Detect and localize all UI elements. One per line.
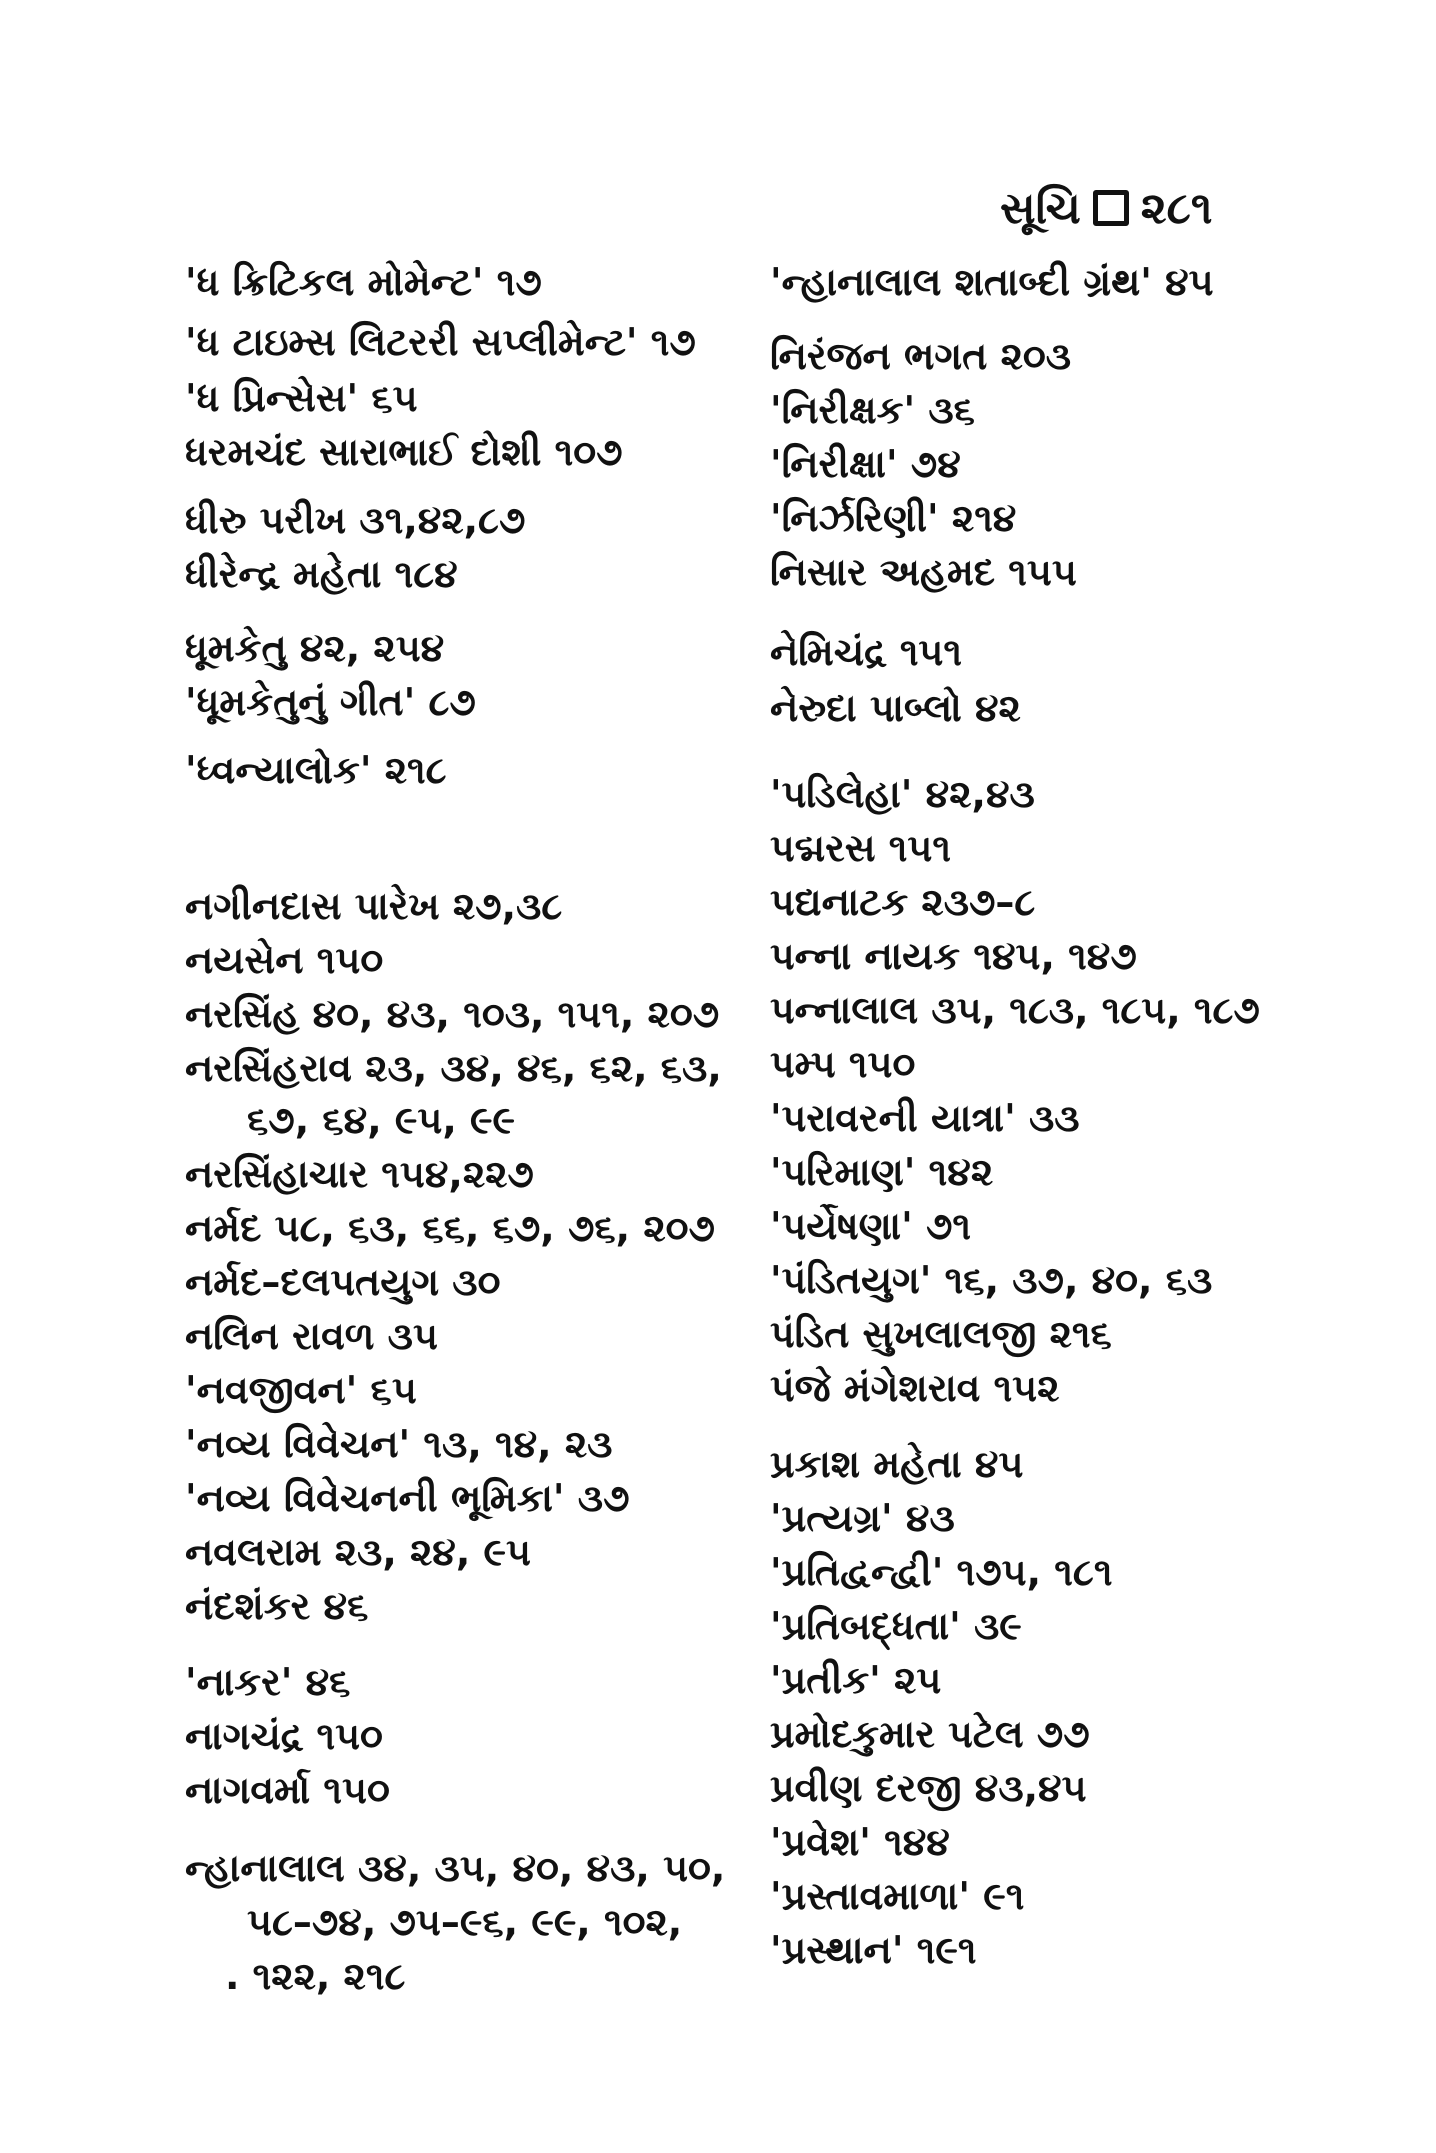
index-entry: નગીનદાસ પારેખ ૨૭,૩૮ — [185, 884, 563, 928]
index-entry: 'પંડિતયુગ' ૧૬, ૩૭, ૪૦, ૬૩ — [770, 1258, 1213, 1302]
index-entry: નેરુદા પાબ્લો ૪૨ — [770, 686, 1021, 730]
index-entry: પ્રમોદકુમાર પટેલ ૭૭ — [770, 1712, 1090, 1756]
index-entry: 'ધ્વન્યાલોક' ૨૧૮ — [185, 748, 447, 792]
page-header — [1000, 178, 1300, 238]
index-entry: નવલરામ ૨૩, ૨૪, ૯૫ — [185, 1530, 531, 1574]
index-entry: પંડિત સુખલાલજી ૨૧૬ — [770, 1312, 1112, 1356]
index-entry: 'નિરીક્ષા' ૭૪ — [770, 442, 961, 486]
index-entry: 'ધૂમકેતુનું ગીત' ૮૭ — [185, 680, 476, 724]
index-entry: 'પ્રસ્થાન' ૧૯૧ — [770, 1928, 977, 1972]
index-entry: 'પ્રતીક' ૨૫ — [770, 1658, 942, 1702]
index-entry: પમ્પ ૧૫૦ — [770, 1042, 916, 1086]
index-entry: નિસાર અહમદ ૧૫૫ — [770, 550, 1077, 594]
index-entry: 'નવ્ય વિવેચન' ૧૩, ૧૪, ૨૩ — [185, 1422, 613, 1466]
index-entry: નરસિંહરાવ ૨૩, ૩૪, ૪૬, ૬૨, ૬૩, — [185, 1046, 722, 1090]
index-entry: ધીરુ પરીખ ૩૧,૪૨,૮૭ — [185, 498, 526, 542]
index-entry: નર્મદ–દલપતયુગ ૩૦ — [185, 1260, 501, 1304]
index-entry: 'નાકર' ૪૬ — [185, 1660, 351, 1704]
index-entry: ધીરેન્દ્ર મહેતા ૧૮૪ — [185, 552, 458, 596]
index-entry: પદ્મરસ ૧૫૧ — [770, 826, 951, 870]
index-entry: નરસિંહ ૪૦, ૪૩, ૧૦૩, ૧૫૧, ૨૦૭ — [185, 992, 720, 1036]
index-entry: 'નિરીક્ષક' ૩૬ — [770, 388, 975, 432]
index-entry: નરસિંહાચાર ૧૫૪,૨૨૭ — [185, 1152, 534, 1196]
index-entry: નંદશંકર ૪૬ — [185, 1584, 369, 1628]
index-entry: ધૂમકેતુ ૪૨, ૨૫૪ — [185, 626, 445, 670]
index-entry: ધરમચંદ સારાભાઈ દોશી ૧૦૭ — [185, 430, 623, 474]
square-box-icon — [1093, 190, 1129, 226]
index-entry: 'નવજીવન' ૬૫ — [185, 1368, 417, 1412]
index-entry-continuation: ૫૮–૭૪, ૭૫–૯૬, ૯૯, ૧૦૨, — [247, 1900, 683, 1944]
page-number: ૨૮૧ — [1140, 182, 1213, 234]
index-entry: 'પ્રવેશ' ૧૪૪ — [770, 1820, 950, 1864]
index-entry: 'પરિમાણ' ૧૪૨ — [770, 1150, 994, 1194]
index-entry: નાગચંદ્ર ૧૫૦ — [185, 1714, 383, 1758]
index-entry: 'નિર્ઝરિણી' ૨૧૪ — [770, 496, 1017, 540]
index-entry: 'પ્રસ્તાવમાળા' ૯૧ — [770, 1874, 1025, 1918]
index-entry: નેમિચંદ્ર ૧૫૧ — [770, 630, 963, 674]
index-entry: પદ્યનાટક ૨૩૭–૮ — [770, 880, 1036, 924]
header-label: સૂચિ — [1000, 182, 1081, 234]
index-entry-continuation: ૬૭, ૬૪, ૯૫, ૯૯ — [247, 1098, 515, 1142]
index-entry: 'ન્હાનાલાલ શતાબ્દી ગ્રંથ' ૪૫ — [770, 260, 1214, 304]
index-entry-continuation: . ૧૨૨, ૨૧૮ — [225, 1954, 406, 1998]
index-entry: પન્ના નાયક ૧૪૫, ૧૪૭ — [770, 934, 1137, 978]
index-entry: નયસેન ૧૫૦ — [185, 938, 384, 982]
index-entry: 'પ્રતિદ્વન્દ્વી' ૧૭૫, ૧૮૧ — [770, 1550, 1113, 1594]
index-entry: ન્હાનાલાલ ૩૪, ૩૫, ૪૦, ૪૩, ૫૦, — [185, 1846, 726, 1890]
index-entry: પ્રવીણ દરજી ૪૩,૪૫ — [770, 1766, 1087, 1810]
index-entry: પન્નાલાલ ૩૫, ૧૮૩, ૧૮૫, ૧૮૭ — [770, 988, 1260, 1032]
index-entry: નિરંજન ભગત ૨૦૩ — [770, 334, 1072, 378]
index-entry: પંજે મંગેશરાવ ૧૫૨ — [770, 1366, 1060, 1410]
index-entry: 'ધ પ્રિન્સેસ' ૬૫ — [185, 376, 418, 420]
index-entry: 'ધ ટાઇમ્સ લિટરરી સપ્લીમેન્ટ' ૧૭ — [185, 320, 696, 364]
index-entry: 'નવ્ય વિવેચનની ભૂમિકા' ૩૭ — [185, 1476, 630, 1520]
index-entry: પ્રકાશ મહેતા ૪૫ — [770, 1442, 1024, 1486]
index-entry: 'પર્યેષણા' ૭૧ — [770, 1204, 971, 1248]
index-entry: 'પડિલેહા' ૪૨,૪૩ — [770, 772, 1035, 816]
index-entry: નલિન રાવળ ૩૫ — [185, 1314, 438, 1358]
index-entry: 'પ્રત્યગ્ર' ૪૩ — [770, 1496, 955, 1540]
index-entry: નાગવર્મા ૧૫૦ — [185, 1768, 390, 1812]
index-entry: 'પરાવરની યાત્રા' ૩૩ — [770, 1096, 1080, 1140]
index-entry: નર્મદ ૫૮, ૬૩, ૬૬, ૬૭, ૭૬, ૨૦૭ — [185, 1206, 715, 1250]
index-entry: 'પ્રતિબદ્ધતા' ૩૯ — [770, 1604, 1022, 1648]
index-entry: 'ધ ક્રિટિકલ મોમેન્ટ' ૧૭ — [185, 260, 542, 304]
